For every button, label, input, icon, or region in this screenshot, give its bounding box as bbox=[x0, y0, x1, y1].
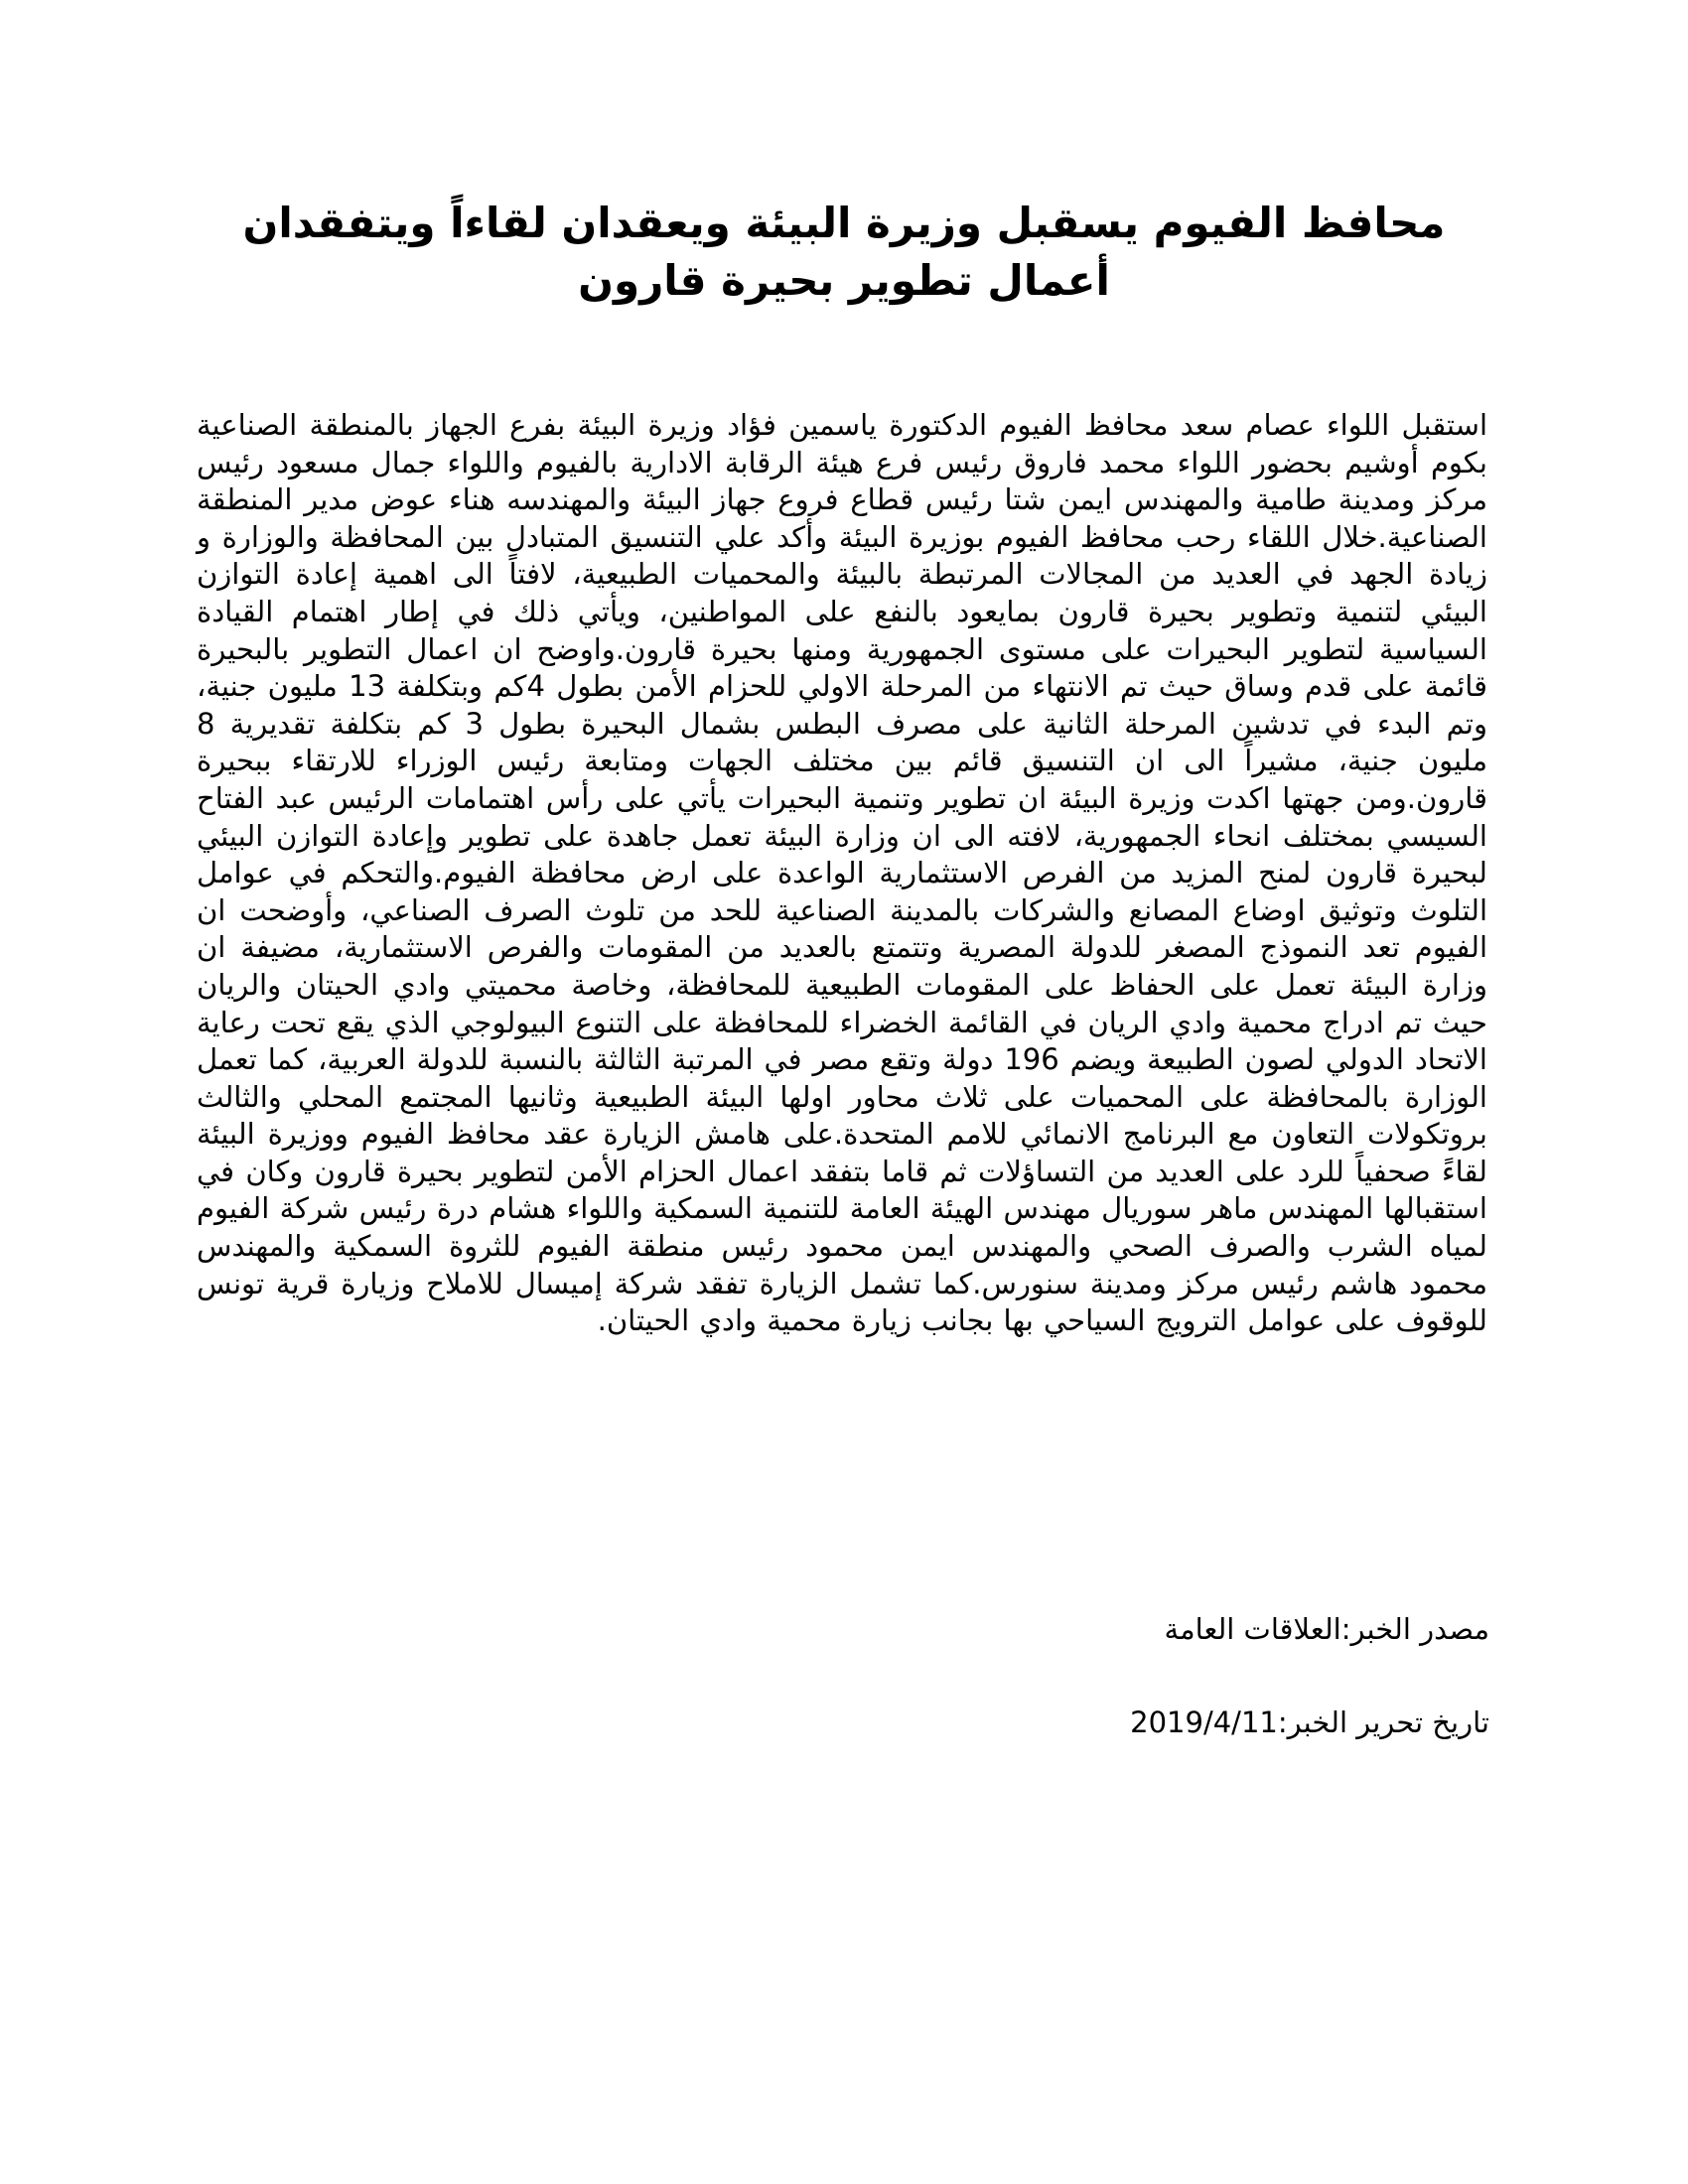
news-date-line: تاريخ تحرير الخبر:2019/4/11 bbox=[1130, 1706, 1489, 1739]
news-source-line: مصدر الخبر:العلاقات العامة bbox=[1164, 1612, 1489, 1646]
article-body: استقبل اللواء عصام سعد محافظ الفيوم الدكتورة ياسمين فؤاد وزيرة البيئة بفرع الجهاز بالمنطقة الصناعية بكوم أوشيم بحضور اللواء محمد فاروق رئيس فرع هيئة الرقابة الادارية بالفيوم واللواء جمال مسعود رئيس مركز ومدينة طامية والمهندس ايمن شتا رئيس قطاع فروع جهاز البيئة والمهندسه هناء عوض مدير المنطقة الصناعية.خلال اللقاء رحب محافظ الفيوم بوزيرة البيئة وأكد علي التنسيق المتبادل بين المحافظة والوزارة و زيادة الجهد في العديد من المجالات المرتبطة بالبيئة والمحميات الطبيعية، لافتاً الى اهمية إعادة التوازن البيئي لتنمية وتطوير بحيرة قارون بمايعود بالنفع على المواطنين، ويأتي ذلك في إطار اهتمام القيادة السياسية لتطوير البحيرات على مستوى الجمهورية ومنها بحيرة قارون.واوضح ان اعمال التطوير بالبحيرة قائمة على قدم وساق حيث تم الانتهاء من المرحلة الاولي للحزام الأمن بطول 4كم وبتكلفة 13 مليون جنية، وتم البدء في تدشين المرحلة الثانية على مصرف البطس بشمال البحيرة بطول 3 كم بتكلفة تقديرية 8 مليون جنية، مشيراً الى ان التنسيق قائم بين مختلف الجهات ومتابعة رئيس الوزراء للارتقاء ببحيرة قارون.ومن جهتها اكدت وزيرة البيئة ان تطوير وتنمية البحيرات يأتي على رأس اهتمامات الرئيس عبد الفتاح السيسي بمختلف انحاء الجمهورية، لافته الى ان وزارة البيئة تعمل جاهدة على تطوير وإعادة التوازن البيئي لبحيرة قارون لمنح المزيد من الفرص الاستثمارية الواعدة على ارض محافظة الفيوم.والتحكم في عوامل التلوث وتوثيق اوضاع المصانع والشركات بالمدينة الصناعية للحد من تلوث الصرف الصناعي، وأوضحت ان الفيوم تعد النموذج المصغر للدولة المصرية وتتمتع بالعديد من المقومات والفرص الاستثمارية، مضيفة ان وزارة البيئة تعمل على الحفاظ على المقومات الطبيعية للمحافظة، وخاصة محميتي وادي الحيتان والريان حيث تم ادراج محمية وادي الريان في القائمة الخضراء للمحافظة على التنوع البيولوجي الذي يقع تحت رعاية الاتحاد الدولي لصون الطبيعة ويضم 196 دولة وتقع مصر في المرتبة الثالثة بالنسبة للدولة العربية، كما تعمل الوزارة بالمحافظة على المحميات على ثلاث محاور اولها البيئة الطبيعية وثانيها المجتمع المحلي والثالث بروتكولات التعاون مع البرنامج الانمائي للامم المتحدة.على هامش الزيارة عقد محافظ الفيوم ووزيرة البيئة لقاءً صحفياً للرد على العديد من التساؤلات ثم قاما بتفقد اعمال الحزام الأمن لتطوير بحيرة قارون وكان في استقبالها المهندس ماهر سوريال مهندس الهيئة العامة للتنمية السمكية واللواء هشام درة رئيس شركة الفيوم لمياه الشرب والصرف الصحي والمهندس ايمن محمود رئيس منطقة الفيوم للثروة السمكية والمهندس محمود هاشم رئيس مركز ومدينة سنورس.كما تشمل الزيارة تفقد شركة إميسال للاملاح وزيارة قرية تونس للوقوف على عوامل الترويج السياحي بها بجانب زيارة محمية وادي الحيتان. bbox=[197, 408, 1488, 1338]
article-title: محافظ الفيوم يسقبل وزيرة البيئة ويعقدان لقاءاً ويتفقدان أعمال تطوير بحيرة قارون bbox=[242, 199, 1446, 305]
